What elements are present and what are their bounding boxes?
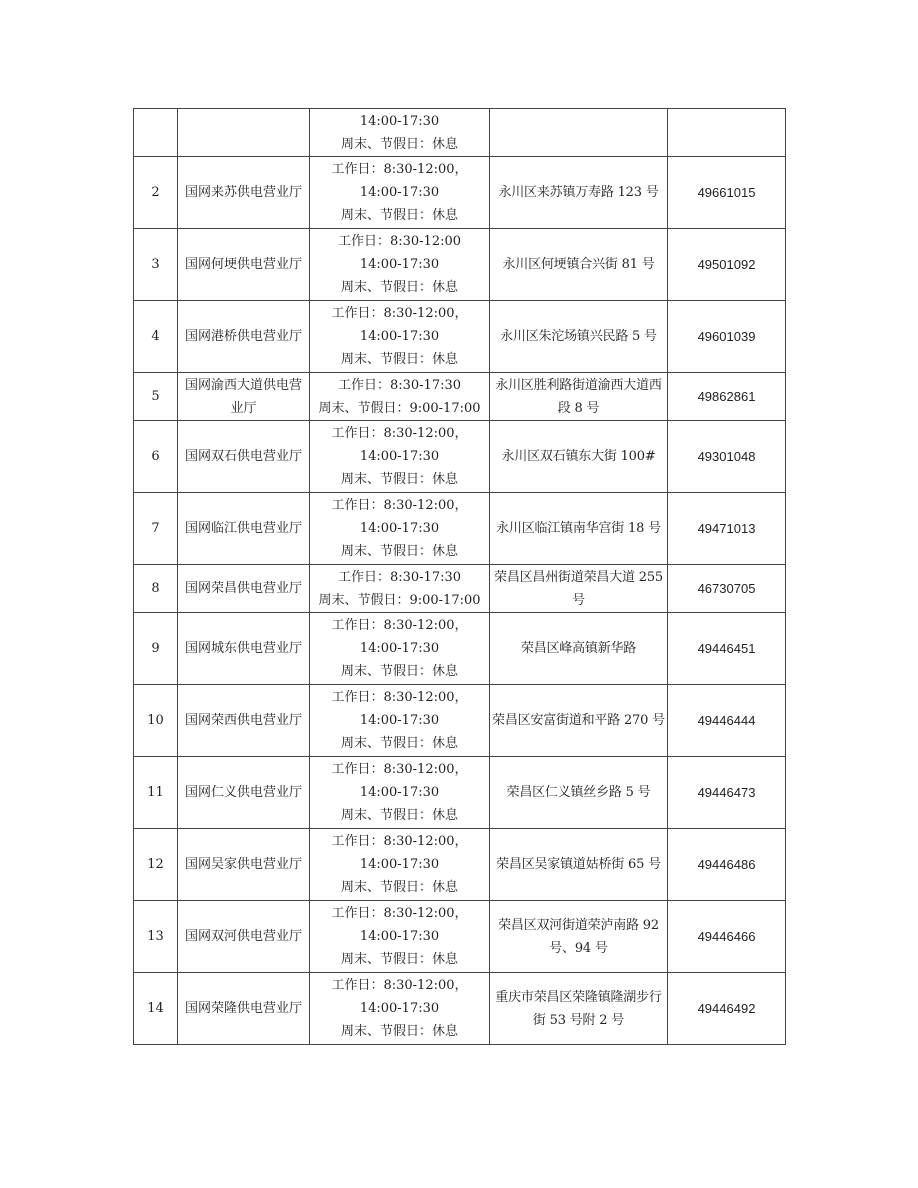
- hours-line: 工作日：8:30-12:00，: [331, 618, 468, 633]
- row-number: 4: [134, 301, 178, 373]
- hours-line: 14:00-17:30: [359, 185, 440, 200]
- hours-line: 工作日：8:30-12:00，: [331, 162, 468, 177]
- hours-line: 14:00-17:30: [359, 1001, 440, 1016]
- hall-phone: [668, 109, 786, 157]
- hours-line: 14:00-17:30: [359, 113, 440, 129]
- table-body: [134, 109, 786, 1045]
- table-row: [134, 301, 786, 373]
- hours-line: 工作日：8:30-12:00，: [331, 306, 468, 321]
- table-row: [134, 829, 786, 901]
- hall-address: 荣昌区双河街道荣泸南路 92 号、94 号: [490, 901, 668, 973]
- business-hours: [310, 973, 490, 1045]
- hours-line: 周末、节假日：休息: [340, 352, 458, 367]
- business-hours: [310, 901, 490, 973]
- hall-name: 国网荣昌供电营业厅: [178, 565, 310, 613]
- table-row: [134, 613, 786, 685]
- hours-line: 周末、节假日：休息: [340, 208, 458, 223]
- hours-line: 周末、节假日：休息: [340, 736, 458, 751]
- table-row: [134, 493, 786, 565]
- hall-address: 荣昌区峰高镇新华路: [490, 613, 668, 685]
- hours-line: 14:00-17:30: [359, 449, 440, 464]
- hours-line: 周末、节假日：休息: [340, 664, 458, 679]
- hall-address: 永川区临江镇南华宫街 18 号: [490, 493, 668, 565]
- hall-phone: 49446444: [668, 685, 786, 757]
- row-number: 5: [134, 373, 178, 421]
- row-number: 14: [134, 973, 178, 1045]
- table-row: [134, 373, 786, 421]
- hall-name: 国网临江供电营业厅: [178, 493, 310, 565]
- hours-line: 14:00-17:30: [359, 257, 440, 272]
- hours-line: 14:00-17:30: [359, 785, 440, 800]
- table-row: [134, 757, 786, 829]
- hall-name: 国网港桥供电营业厅: [178, 301, 310, 373]
- table-row: [134, 901, 786, 973]
- hall-name: 国网荣隆供电营业厅: [178, 973, 310, 1045]
- hours-line: 14:00-17:30: [359, 521, 440, 536]
- hall-address: 永川区来苏镇万寿路 123 号: [490, 157, 668, 229]
- hall-phone: 49446466: [668, 901, 786, 973]
- hall-phone: 49661015: [668, 157, 786, 229]
- hours-line: 周末、节假日：休息: [340, 544, 458, 559]
- business-hours: [310, 157, 490, 229]
- hours-line: 工作日：8:30-12:00，: [331, 690, 468, 705]
- row-number: 2: [134, 157, 178, 229]
- row-number: 8: [134, 565, 178, 613]
- hall-address: 荣昌区仁义镇丝乡路 5 号: [490, 757, 668, 829]
- hall-name: 国网城东供电营业厅: [178, 613, 310, 685]
- hours-line: 14:00-17:30: [359, 857, 440, 872]
- hall-name: 国网何埂供电营业厅: [178, 229, 310, 301]
- business-hours: [310, 109, 490, 157]
- business-hours: [310, 565, 490, 613]
- row-number: 3: [134, 229, 178, 301]
- hall-phone: 49446492: [668, 973, 786, 1045]
- hours-line: 周末、节假日：休息: [340, 136, 458, 152]
- table-row: [134, 685, 786, 757]
- hall-name: 国网荣西供电营业厅: [178, 685, 310, 757]
- hall-address: 永川区双石镇东大街 100#: [490, 421, 668, 493]
- business-hours: [310, 685, 490, 757]
- hours-line: 14:00-17:30: [359, 929, 440, 944]
- hours-line: 周末、节假日：休息: [340, 472, 458, 487]
- service-hall-table: [133, 108, 786, 1045]
- hall-phone: 49446473: [668, 757, 786, 829]
- hall-name: 国网吴家供电营业厅: [178, 829, 310, 901]
- business-hours: [310, 301, 490, 373]
- business-hours: [310, 613, 490, 685]
- hours-line: 工作日：8:30-12:00，: [331, 762, 468, 777]
- hours-line: 工作日：8:30-12:00，: [331, 498, 468, 513]
- business-hours: [310, 229, 490, 301]
- hall-name: [178, 109, 310, 157]
- hours-line: 工作日：8:30-12:00，: [331, 426, 468, 441]
- hall-address: 重庆市荣昌区荣隆镇隆湖步行街 53 号附 2 号: [490, 973, 668, 1045]
- hours-line: 周末、节假日：休息: [340, 952, 458, 967]
- row-number: 13: [134, 901, 178, 973]
- hall-name: 国网来苏供电营业厅: [178, 157, 310, 229]
- table-row: [134, 229, 786, 301]
- row-number: 11: [134, 757, 178, 829]
- hours-line: 工作日：8:30-12:00，: [331, 834, 468, 849]
- row-number: [134, 109, 178, 157]
- hours-line: 周末、节假日：休息: [340, 880, 458, 895]
- table-row: [134, 421, 786, 493]
- hall-phone: 49501092: [668, 229, 786, 301]
- hall-phone: 49446451: [668, 613, 786, 685]
- hours-line: 工作日：8:30-17:30: [337, 377, 462, 393]
- row-number: 7: [134, 493, 178, 565]
- hall-address: 荣昌区安富街道和平路 270 号: [490, 685, 668, 757]
- business-hours: [310, 829, 490, 901]
- hall-address: 荣昌区昌州街道荣昌大道 255 号: [490, 565, 668, 613]
- hours-line: 周末、节假日：休息: [340, 1024, 458, 1039]
- hall-address: 永川区朱沱场镇兴民路 5 号: [490, 301, 668, 373]
- hall-address: [490, 109, 668, 157]
- hours-line: 14:00-17:30: [359, 329, 440, 344]
- hall-phone: 49446486: [668, 829, 786, 901]
- hall-address: 永川区胜利路街道渝西大道西段 8 号: [490, 373, 668, 421]
- hours-line: 工作日：8:30-12:00，: [331, 978, 468, 993]
- hall-name: 国网双石供电营业厅: [178, 421, 310, 493]
- row-number: 6: [134, 421, 178, 493]
- hall-phone: 49301048: [668, 421, 786, 493]
- hours-line: 周末、节假日：9:00-17:00: [318, 400, 481, 416]
- hours-line: 工作日：8:30-12:00: [337, 234, 462, 249]
- table-row: [134, 565, 786, 613]
- hours-line: 周末、节假日：9:00-17:00: [318, 592, 481, 608]
- table-row: [134, 973, 786, 1045]
- hall-phone: 49471013: [668, 493, 786, 565]
- hall-phone: 46730705: [668, 565, 786, 613]
- hall-name: 国网渝西大道供电营业厅: [178, 373, 310, 421]
- row-number: 9: [134, 613, 178, 685]
- business-hours: [310, 493, 490, 565]
- hall-address: 荣昌区吴家镇道姑桥街 65 号: [490, 829, 668, 901]
- business-hours: [310, 421, 490, 493]
- table-row: [134, 109, 786, 157]
- hall-address: 永川区何埂镇合兴街 81 号: [490, 229, 668, 301]
- business-hours: [310, 373, 490, 421]
- hours-line: 14:00-17:30: [359, 713, 440, 728]
- hours-line: 14:00-17:30: [359, 641, 440, 656]
- row-number: 12: [134, 829, 178, 901]
- hours-line: 周末、节假日：休息: [340, 280, 458, 295]
- hall-phone: 49601039: [668, 301, 786, 373]
- hours-line: 周末、节假日：休息: [340, 808, 458, 823]
- table-row: [134, 157, 786, 229]
- hall-name: 国网双河供电营业厅: [178, 901, 310, 973]
- hall-name: 国网仁义供电营业厅: [178, 757, 310, 829]
- hours-line: 工作日：8:30-17:30: [337, 569, 462, 585]
- hall-phone: 49862861: [668, 373, 786, 421]
- hours-line: 工作日：8:30-12:00，: [331, 906, 468, 921]
- row-number: 10: [134, 685, 178, 757]
- business-hours: [310, 757, 490, 829]
